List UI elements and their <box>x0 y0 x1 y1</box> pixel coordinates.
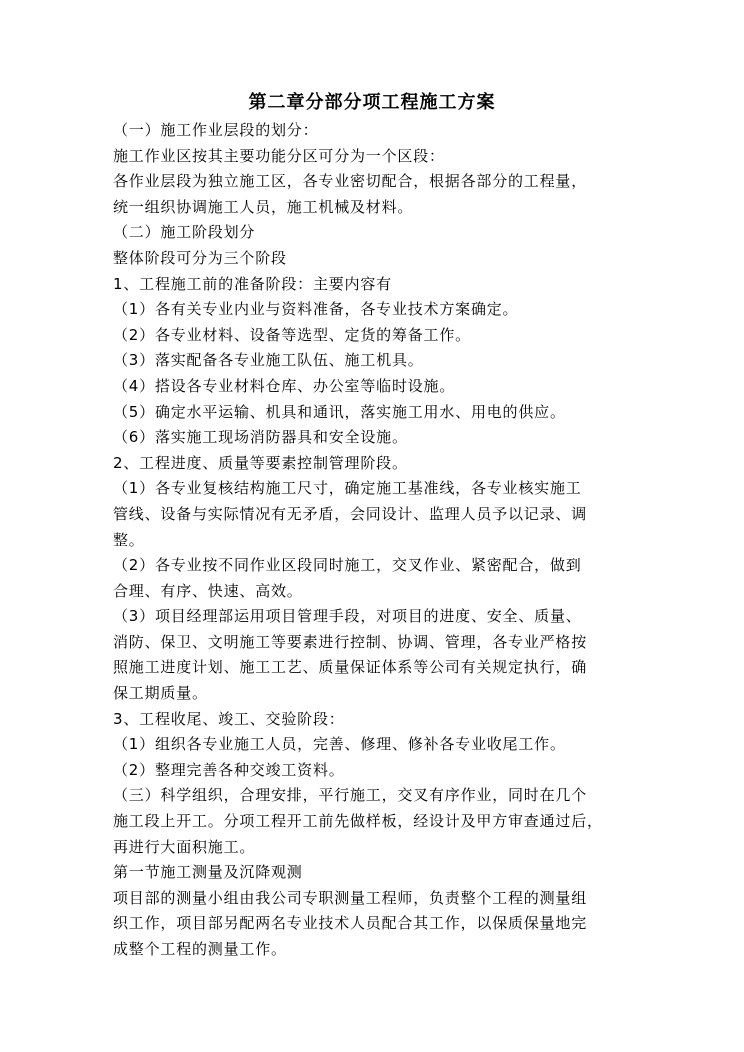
text-line: （2）整理完善各种交竣工资料。 <box>113 760 345 779</box>
text-line: （1）组织各专业施工人员，完善、修理、修补各专业收尾工作。 <box>113 735 566 754</box>
text-line: 项目部的测量小组由我公司专职测量工程师，负责整个工程的测量组 <box>113 888 588 907</box>
text-line: 成整个工程的测量工作。 <box>113 940 287 958</box>
text-line: 整体阶段可分为三个阶段 <box>113 248 287 267</box>
text-line: 合理、有序、快速、高效。 <box>113 581 303 600</box>
text-line: 照施工进度计划、施工工艺、质量保证体系等公司有关规定执行，确 <box>113 658 588 677</box>
text-line: （5）确定水平运输、机具和通讯，落实施工用水、用电的供应。 <box>113 402 566 421</box>
text-line: 施工作业区按其主要功能分区可分为一个区段： <box>113 146 445 165</box>
body-text <box>113 118 635 963</box>
text-line: 1、工程施工前的准备阶段：主要内容有 <box>113 274 392 293</box>
text-line: （1）各专业复核结构施工尺寸，确定施工基准线，各专业核实施工 <box>113 479 582 498</box>
text-line: 整。 <box>113 530 145 549</box>
text-line: 管线、设备与实际情况有无矛盾，会同设计、监理人员予以记录、调 <box>113 504 588 523</box>
text-line: 织工作，项目部另配两名专业技术人员配合其工作，以保质保量地完 <box>113 914 588 933</box>
text-line: 各作业层段为独立施工区，各专业密切配合，根据各部分的工程量， <box>113 172 588 191</box>
text-line: （一）施工作业层段的划分： <box>113 121 319 139</box>
text-line: （3）落实配备各专业施工队伍、施工机具。 <box>113 351 424 370</box>
text-line: （2）各专业按不同作业区段同时施工，交叉作业、紧密配合，做到 <box>113 556 582 575</box>
text-line: （三）科学组织，合理安排，平行施工，交叉有序作业，同时在几个 <box>113 786 588 805</box>
text-line: （1）各有关专业内业与资料准备，各专业技术方案确定。 <box>113 300 519 319</box>
text-line: 消防、保卫、文明施工等要素进行控制、协调、管理，各专业严格按 <box>113 632 588 651</box>
text-line: （3）项目经理部运用项目管理手段，对项目的进度、安全、质量、 <box>113 607 582 626</box>
text-line: 保工期质量。 <box>113 684 208 703</box>
text-line: 施工段上开工。分项工程开工前先做样板，经设计及甲方审查通过后， <box>113 812 603 831</box>
text-line: （2）各专业材料、设备等选型、定货的筹备工作。 <box>113 325 471 344</box>
text-line: （6）落实施工现场消防器具和安全设施。 <box>113 428 408 447</box>
text-line: 统一组织协调施工人员，施工机械及材料。 <box>113 197 414 216</box>
text-line: 2、工程进度、质量等要素控制管理阶段。 <box>113 453 408 472</box>
text-line: （二）施工阶段划分 <box>113 223 256 242</box>
text-line: 3、工程收尾、竣工、交验阶段： <box>113 709 345 728</box>
chapter-title: 第二章分部分项工程施工方案 <box>248 92 496 113</box>
text-line: （4）搭设各专业材料仓库、办公室等临时设施。 <box>113 376 456 395</box>
section-heading: 第一节施工测量及沉降观测 <box>113 863 303 882</box>
text-line: 再进行大面积施工。 <box>113 837 256 856</box>
